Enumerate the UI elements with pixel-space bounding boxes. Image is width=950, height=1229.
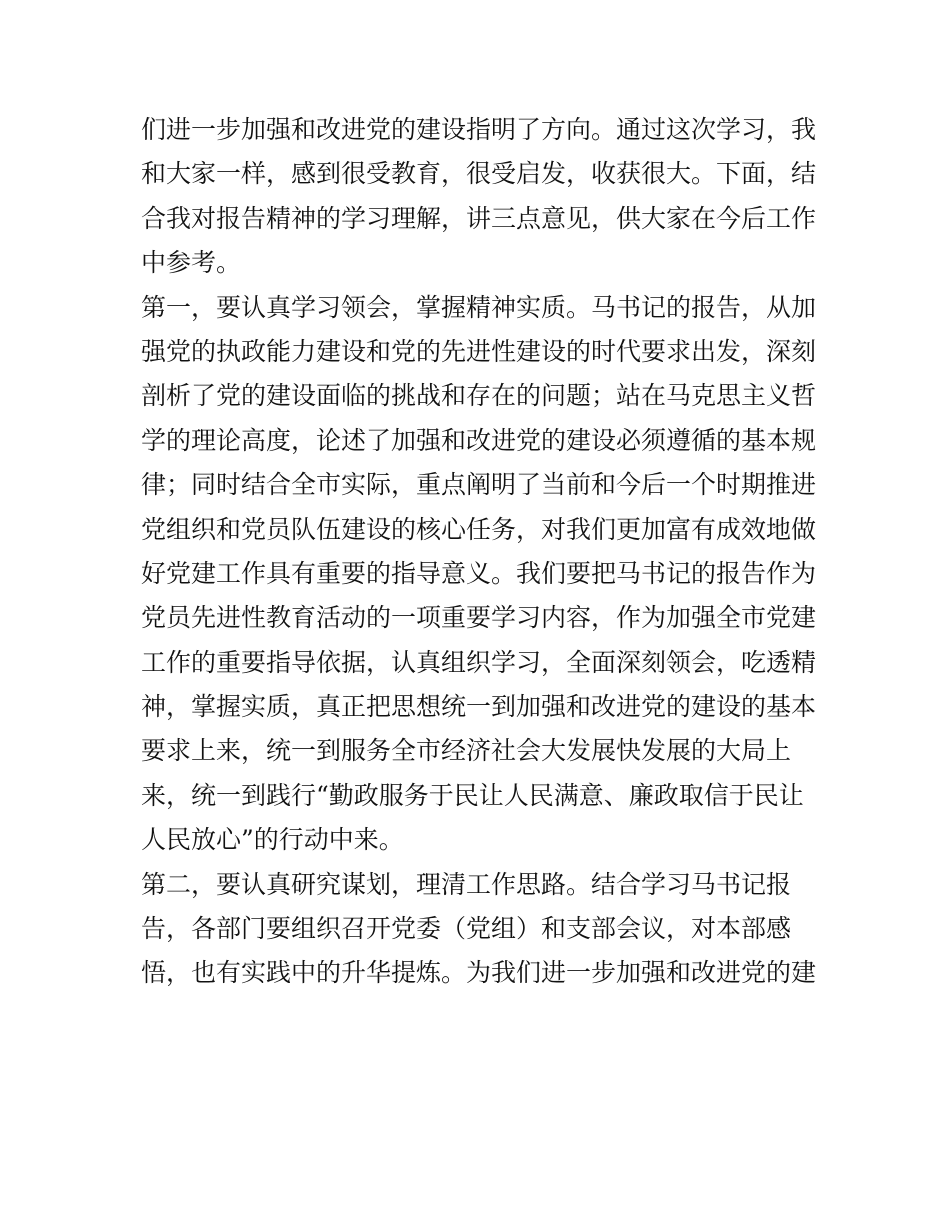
text-line: 告，各部门要组织召开党委（党组）和支部会议，对本部感 (141, 914, 792, 944)
text-line: 律；同时结合全市实际，重点阐明了当前和今后一个时期推进 (141, 470, 817, 500)
text-line: 来，统一到践行“勤政服务于民让人民满意、廉政取信于民让 (141, 780, 804, 810)
text-line: 们进一步加强和改进党的建设指明了方向。通过这次学习，我 (141, 115, 817, 144)
text-line: 要求上来，统一到服务全市经济社会大发展快发展的大局上 (141, 736, 792, 766)
text-line: 第一，要认真学习领会，掌握精神实质。马书记的报告，从加 (141, 292, 817, 322)
text-line: 剖析了党的建设面临的挑战和存在的问题；站在马克思主义哲 (141, 381, 817, 411)
text-line: 强党的执政能力建设和党的先进性建设的时代要求出发，深刻 (141, 336, 817, 366)
text-line: 人民放心”的行动中来。 (141, 825, 404, 855)
text-line: 悟，也有实践中的升华提炼。为我们进一步加强和改进党的建 (141, 958, 817, 988)
text-line: 中参考。 (141, 248, 242, 278)
text-line: 好党建工作具有重要的指导意义。我们要把马书记的报告作为 (141, 558, 817, 588)
text-line: 第二，要认真研究谋划，理清工作思路。结合学习马书记报 (141, 869, 792, 899)
text-line: 党组织和党员队伍建设的核心任务，对我们更加富有成效地做 (141, 514, 817, 544)
text-line: 和大家一样，感到很受教育，很受启发，收获很大。下面，结 (141, 159, 817, 189)
text-line: 学的理论高度，论述了加强和改进党的建设必须遵循的基本规 (141, 425, 817, 455)
text-line: 党员先进性教育活动的一项重要学习内容，作为加强全市党建 (141, 603, 817, 633)
body-text (141, 108, 821, 996)
text-line: 神，掌握实质，真正把思想统一到加强和改进党的建设的基本 (141, 692, 817, 722)
text-line: 工作的重要指导依据，认真组织学习，全面深刻领会，吃透精 (141, 647, 817, 677)
text-line: 合我对报告精神的学习理解，讲三点意见，供大家在今后工作 (141, 203, 817, 233)
